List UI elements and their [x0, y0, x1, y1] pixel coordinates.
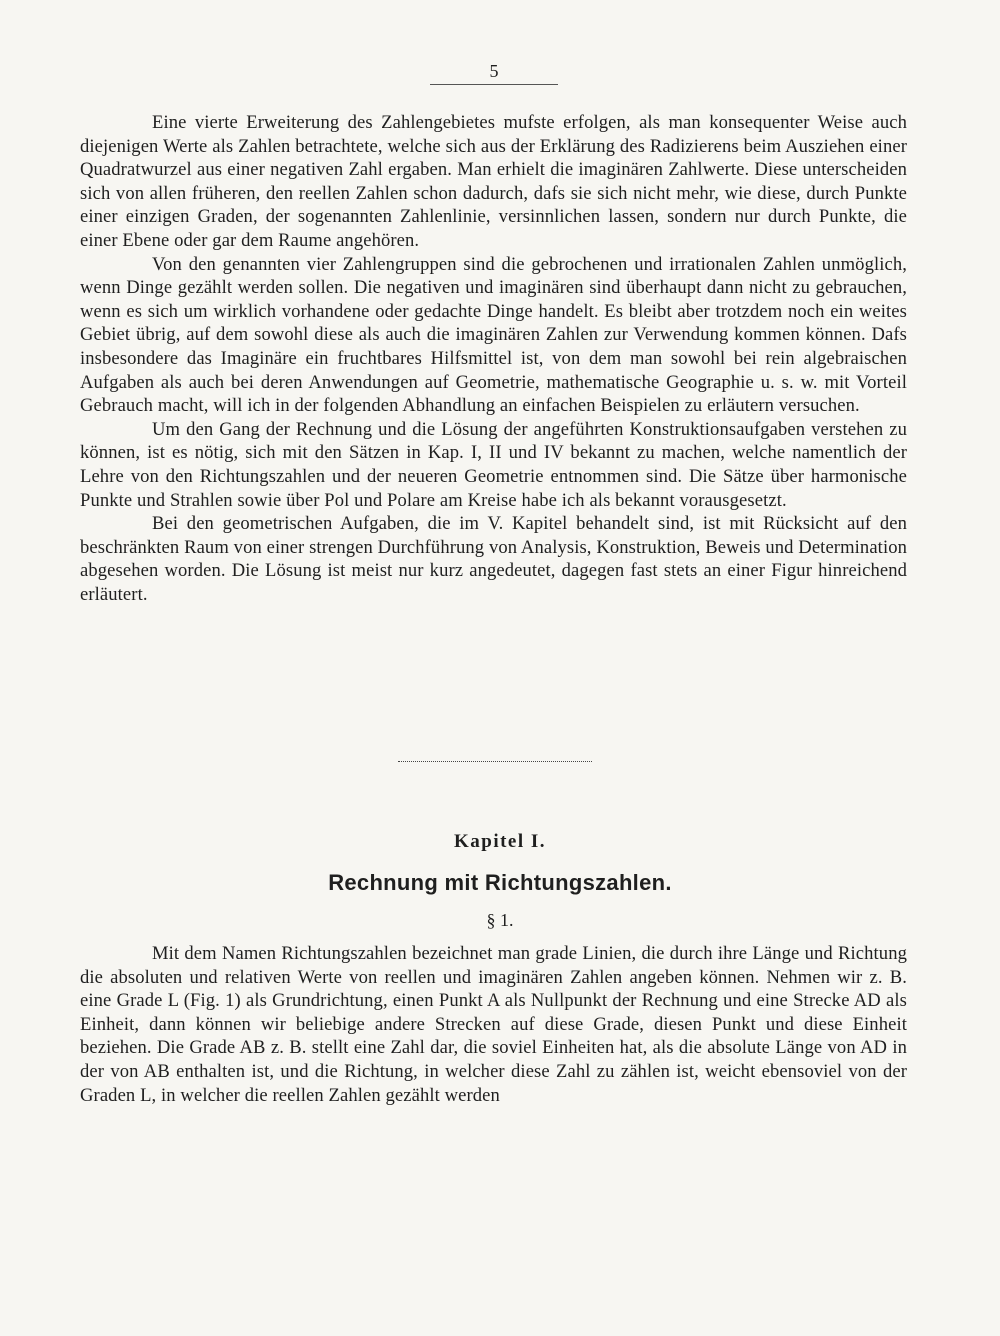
paragraph-1: Eine vierte Erweiterung des Zahlengebietes mufste erfolgen, als man konsequenter Weise auch diejenigen Werte als Zahlen betrachtete, welche sich aus der Erklärung des Radizierens beim Ausziehen einer Quadratwurzel aus einer negativen Zahl ergaben. Man erhielt die imaginären Zahlwerte. Diese unterscheiden sich von allen früheren, den reellen Zahlen schon dadurch, dafs sie sich nicht mehr, wie diese, durch Punkte einer einzigen Graden, der sogenannten Zahlenlinie, versinnlichen lassen, sondern nur durch Punkte, die einer Ebene oder gar dem Raume angehören.: [80, 112, 907, 251]
chapter-label: Kapitel I.: [453, 831, 547, 852]
paragraph-3: Um den Gang der Rechnung und die Lösung der angeführten Konstruktionsaufgaben verstehen zu können, ist es nötig, sich mit den Sätzen in Kap. I, II und IV bekannt zu machen, welche namentlich der Lehre von den Richtungszahlen und der neueren Geometrie entnommen sind. Die Sätze über harmonische Punkte und Strahlen sowie über Pol und Polare am Kreise habe ich als bekannt vorausgesetzt.: [80, 418, 907, 511]
section-mark: § 1.: [486, 910, 514, 930]
section-separator: [398, 761, 592, 762]
page-number: 5: [489, 61, 499, 81]
chapter-title: Rechnung mit Richtungszahlen.: [328, 870, 672, 895]
paragraph-2: Von den genannten vier Zahlengruppen sind die gebrochenen und irrationalen Zahlen unmöglich, wenn Dinge gezählt werden sollen. Die negativen und imaginären sind überhaupt dann nicht zu gebrauchen, wenn es sich um wirklich vorhandene oder gedachte Dinge handelt. Es bleibt aber trotzdem noch ein weites Gebiet übrig, auf dem sowohl diese als auch die imaginären Zahlen zur Verwendung kommen können. Dafs insbesondere das Imaginäre ein fruchtbares Hilfsmittel ist, von dem man sowohl bei rein algebraischen Aufgaben als auch bei deren Anwendungen auf Geometrie, mathematische Geographie u. s. w. mit Vorteil Gebrauch macht, will ich in der folgenden Abhandlung an einfachen Beispielen zu erläutern versuchen.: [80, 253, 907, 417]
paragraph-4: Bei den geometrischen Aufgaben, die im V. Kapitel behandelt sind, ist mit Rücksicht auf den beschränkten Raum von einer strengen Durchführung von Analysis, Konstruktion, Beweis und Determination abgesehen worden. Die Lösung ist meist nur kurz angedeutet, dagegen fast stets an einer Figur hinreichend erläutert.: [80, 513, 907, 605]
chapter-text: [80, 942, 907, 1107]
paragraph-5: Mit dem Namen Richtungszahlen bezeichnet man grade Linien, die durch ihre Länge und Richtung die absoluten und relativen Werte von reellen und imaginären Zahlen angeben können. Nehmen wir z. B. eine Grade L (Fig. 1) als Grundrichtung, einen Punkt A als Nullpunkt der Rechnung und eine Strecke AD als Einheit, dann können wir beliebige andere Strecken auf diese Grade, diesen Punkt und diese Einheit beziehen. Die Grade AB z. B. stellt eine Zahl dar, die soviel Einheiten hat, als die absolute Länge von AD in der von AB enthalten ist, und die Richtung, in welcher diese Zahl zu zählen ist, weicht ebensoviel von der Graden L, in welcher die reellen Zahlen gezählt werden: [80, 943, 907, 1106]
introduction-text: [80, 111, 907, 606]
page-number-rule: [430, 84, 558, 85]
